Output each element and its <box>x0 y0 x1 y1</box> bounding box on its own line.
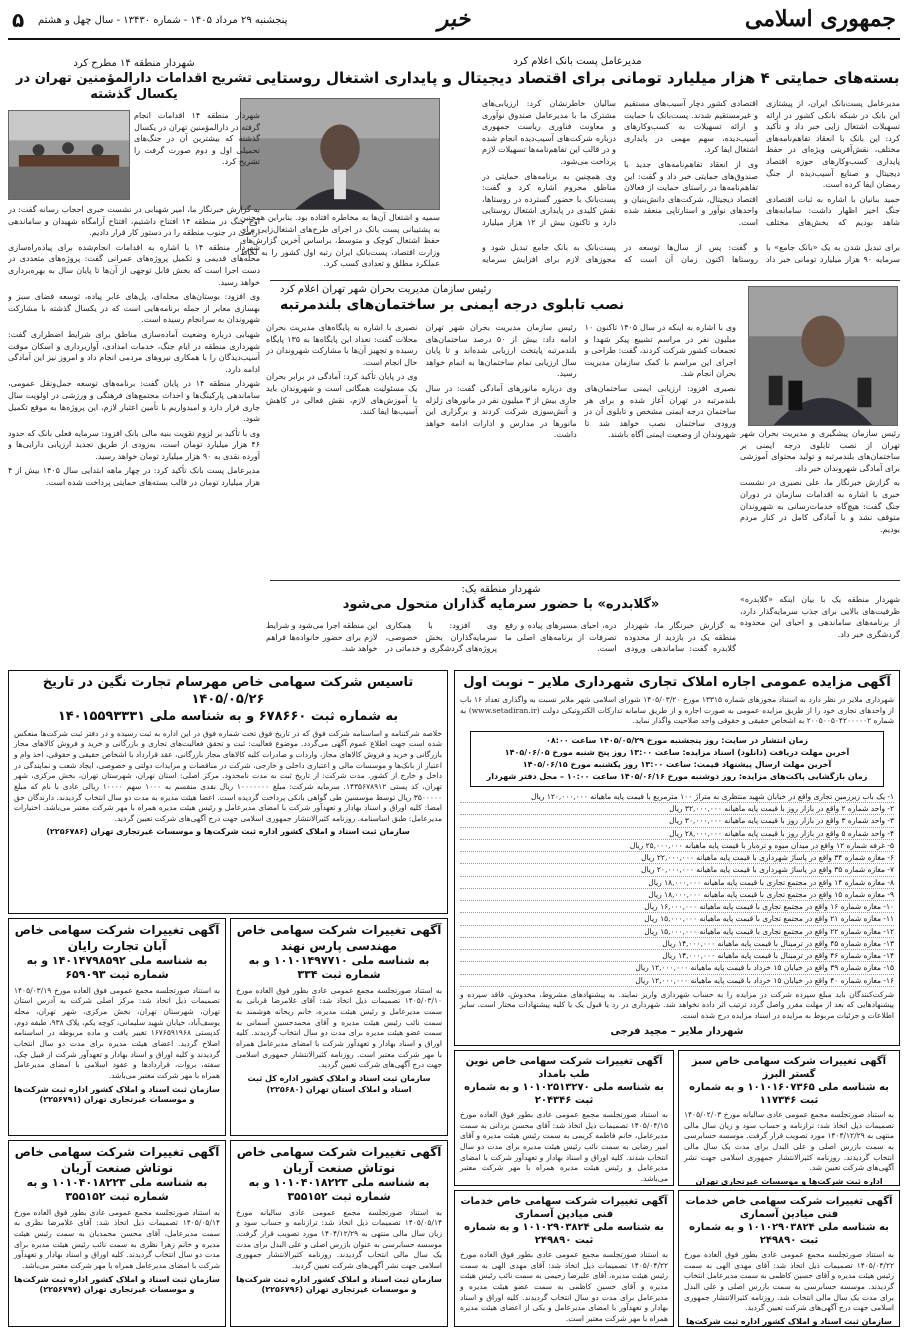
story1-p9: مدیرعامل پست بانک تأکید کرد: در چهار ماهه ابتدایی سال ۱۴۰۵ بیش از ۴ هزار میلیارد تومان در قالب بسته‌های حمایتی پرداخت شده است. <box>8 466 260 488</box>
story1-p8: وی با تأکید بر لزوم تقویت بنیه مالی بانک افزود: سرمایه فعلی بانک که حدود ۴۶ هزار میلیارد تومان است، به‌زودی از طریق تجدید ارزیابی دارایی‌ها و آورده نقدی به ۹۰ هزار میلیارد تومان خواهد رسید. <box>8 428 260 461</box>
list-item: ۱۵- مغازه شماره ۳۹ واقع در خیابان ۱۵ خرداد با قیمت پایه ماهیانه ۱۲,۰۰۰,۰۰۰ ریال <box>460 962 894 974</box>
list-item: ۳- واحد شماره ۳ واقع در بازار روز با قیمت پایه ماهیانه ۳۰,۰۰۰,۰۰۰ ریال <box>460 815 894 827</box>
ad-nootash1 <box>8 1140 226 1327</box>
story2-p5: شهبابی درباره وضعیت آماده‌سازی مناطق برای شرایط اضطراری گفت: شهرداری منطقه در ایام جنگ، خدمات امدادی، آواربرداری و اسکان موقت آسیب‌دیدگان را با همکاری نیروهای مردمی انجام داد و امروز نیز این آمادگی ادامه دارد. <box>8 329 260 374</box>
story2-header <box>8 58 260 108</box>
ad-nootash2-foot: سازمان ثبت اسناد و املاک کشور اداره ثبت شرکت‌ها و موسسات غیرتجاری تهران (۲۲۵۶۷۹۶) <box>236 1274 442 1295</box>
ad-meydan1-sub: به شناسه ملی ۱۰۱۰۲۹۰۳۸۲۴ و به شماره ثبت ۲۴۹۸۹۰ <box>464 1222 664 1246</box>
ad-meydan2-foot: سازمان ثبت اسناد و املاک کشور اداره ثبت شرکت‌ها <box>686 1316 892 1326</box>
story1-body-middle <box>240 212 440 276</box>
newspaper-logo: جمهوری اسلامی <box>744 6 896 32</box>
ad-nootash1-sub: به شناسه ملی ۱۰۱۰۴۰۱۸۲۲۳ و به شماره ثبت ۳۵۵۱۵۲ <box>26 1176 208 1204</box>
ad-nootash2-body: به استناد صورتجلسه مجمع عمومی عادی سالیانه مورخ ۱۴۰۵/۰۵/۱۴ تصمیمات ذیل اتخاذ شد: ترازنامه و حساب سود و زیان سال مالی منتهی به ۱۴۰۴/۱۲/۲۹ مورد تصویب قرار گرفت. موسسه حسابرسی به عنوان بازرس اصلی و علی البدل برای مدت یک سال مالی انتخاب گردیدند. روزنامه کثیرالانتشار جمهوری اسلامی جهت نشر آگهی‌های شرکت تعیین گردید. <box>236 1207 443 1270</box>
ad-nootash2 <box>230 1140 448 1327</box>
ad-malayer-title: آگهی مزایده عمومی اجاره املاک تجاری شهرداری ملایر – نوبت اول <box>463 675 891 690</box>
story2-p3: شهردار منطقه ۱۴ با اشاره به اقدامات انجام‌شده برای پیاده‌راه‌سازی محله‌های قدیمی و تکمیل پروژه‌های عمرانی گفت: پروژه‌های متعددی در دست اجرا است که بخش قابل توجهی از آن‌ها تا پایان سال به بهره‌برداری خواهد رسید. <box>8 242 260 287</box>
story2-kicker: شهردار منطقه ۱۴ مطرح کرد <box>73 58 195 69</box>
story2-body <box>8 204 260 658</box>
list-item: ۸- مغازه شماره ۱۴ واقع در مجتمع تجاری با قیمت پایه ماهیانه ۱۸,۰۰۰,۰۰۰ ریال <box>460 877 894 889</box>
ad-aban-body: به استناد صورتجلسه مجمع عمومی فوق العاده مورخ ۱۴۰۵/۰۳/۱۹ تصمیمات ذیل اتخاذ شد: مرکز اصلی شرکت به آدرس استان تهران، شهرستان تهران، بخش مرکزی، شهر تهران، محله یوسف‌آباد، خیابان شهید سلیمانی، کوچه یکم، پلاک ۹۳۸، طبقه دوم، کدپستی ۱۶۷۶۵۹۱۹۶۸ تغییر یافت و ماده مربوطه در اساسنامه اصلاح گردید. اعضای هیئت مدیره برای مدت دو سال انتخاب گردیدند و کلیه اوراق و اسناد بهادار و تعهدآور شرکت از قبیل چک، سفته، بروات، قراردادها و عقود اسلامی با امضای مدیرعامل همراه با مهر شرکت معتبر می‌باشد. <box>14 985 220 1080</box>
list-item: ۱۶- مغازه شماره ۴۰ واقع در خیابان ۱۵ خرداد با قیمت پایه ماهیانه ۱۲,۰۰۰,۰۰۰ ریال <box>460 975 894 987</box>
story4-headline: «گلابدره» با حضور سرمایه گذاران متحول می‌شود <box>342 597 660 612</box>
page-number: ۵ <box>12 8 25 32</box>
masthead <box>8 6 900 40</box>
story1-p3: وی از انعقاد تفاهم‌نامه‌های جدید با صندوق‌های حمایتی خبر داد و گفت: این تفاهم‌نامه‌ها در راستای حمایت از فعالان اقتصاد دیجیتال، شرکت‌های دانش‌بنیان و واحدهای نوآور و استارتاپی منعقد شده است. <box>624 159 758 227</box>
ad-alborz <box>678 1050 900 1186</box>
ad-novin-sub: به شناسه ملی ۱۰۱۰۲۵۱۳۲۷۰ و به شماره ثبت ۲۰۴۳۴۶ <box>464 1082 664 1106</box>
list-item: ۱۰- مغازه شماره ۱۶ واقع در مجتمع تجاری با قیمت پایه ماهیانه ۱۶,۰۰۰,۰۰۰ ریال <box>460 901 894 913</box>
ad-nootash1-title: آگهی تغییرات شرکت سهامی خاص نوتاش صنعت آریان <box>14 1145 220 1175</box>
story2-p1: شهردار منطقه ۱۴ اقدامات انجام گرفته در دارالمؤمنین تهران در یکسال گذشته که بیشترین آن در جنگ‌های تحمیلی اول و دوم صورت گرفت را تشریح کرد. <box>134 111 260 167</box>
ad-nootash2-title: آگهی تغییرات شرکت سهامی خاص نوتاش صنعت آریان <box>236 1145 442 1175</box>
story4-header <box>266 584 736 618</box>
ad-malayer-items <box>460 791 894 987</box>
story1-body-bottom <box>482 242 900 276</box>
ad-malayer-date4: زمان بازگشایی پاکت‌های مزایده: روز دوشنبه مورخ ۱۴۰۵/۰۶/۱۶ ساعت ۱۰:۰۰ – محل دفتر شهردار <box>486 771 868 781</box>
list-item: ۱- یک باب زیرزمین تجاری واقع در خیابان شهید منتظری به متراژ ۱۰۰ مترمربع با قیمت پایه ماهیانه ۱۲۰,۰۰۰,۰۰۰ ریال <box>460 791 894 803</box>
ad-alborz-sub: به شناسه ملی ۱۰۱۰۱۶۰۷۳۶۵ و به شماره ثبت ۱۱۷۳۴۶ <box>689 1082 889 1106</box>
ad-meydan1 <box>454 1190 674 1327</box>
story3-headline: نصب تابلوی درجه ایمنی بر ساختمان‌های بلندمرتبه <box>280 297 625 313</box>
story3-body <box>266 322 736 576</box>
ad-meydan1-body: به استناد صورتجلسه مجمع عمومی عادی بطور فوق العاده مورخ ۱۴۰۵/۰۴/۲۲ تصمیمات ذیل اتخاذ شد: آقای مهدی الهی به سمت رئیس هیئت مدیره، آقای علیرضا رحیمی به سمت نائب رئیس هیئت مدیره و آقای حسین کاظمی به سمت عضو هیئت مدیره و مدیرعامل برای مدت دو سال انتخاب گردیدند. کلیه اوراق و اسناد بهادار و تعهدآور با امضای مدیرعامل و یکی از اعضای هیئت مدیره همراه با مهر شرکت معتبر است. <box>460 1250 668 1323</box>
ad-aban-sub: به شناسه ملی ۱۴۰۱۴۷۹۸۵۹۲ و به شماره ثبت ۶۵۹۰۹۳ <box>26 954 208 982</box>
ad-mehrsam-title: تاسیس شرکت سهامی خاص مهرسام تجارت نگین در تاریخ ۱۴۰۵/۰۵/۲۶ <box>42 675 414 707</box>
list-item: ۶- مغازه شماره ۳۴ واقع در پاساژ شهرداری با قیمت پایه ماهیانه ۲۲,۰۰۰,۰۰۰ ریال <box>460 852 894 864</box>
ad-parsnahand-sub: به شناسه ملی ۱۰۱۰۱۴۹۷۷۱۰ و به شماره ثبت ۳۳۴ <box>248 954 430 982</box>
story2-photo <box>8 110 130 200</box>
list-item: ۱۲- مغازه شماره ۲۲ واقع در مجتمع تجاری با قیمت پایه ماهیانه ۱۵,۰۰۰,۰۰۰ ریال <box>460 926 894 938</box>
story1-p5: وی همچنین به برنامه‌های حمایتی در مناطق محروم اشاره کرد و گفت: پست‌بانک با حضور گسترده در روستاها، نقش کلیدی در پایداری اشتغال روستایی دارد و تاکنون بیش از ۱۲ هزار میلیارد <box>482 171 616 227</box>
section-title: خبر <box>437 6 471 32</box>
ad-parsnahand-title: آگهی تغییرات شرکت سهامی خاص مهندسی پارس نهند <box>236 923 442 953</box>
ad-mehrsam-body: خلاصه شرکتنامه و اساسنامه شرکت فوق که در تاریخ فوق تحت شماره فوق در این اداره به ثبت رسیده و در دفتر ثبت شرکت‌ها منعکس شده است جهت اطلاع عموم آگهی می‌گردد. موضوع فعالیت: ثبت و تحقق فعالیت‌های تجاری و بازرگانی و خرید و فروش کالاهای مجاز بازرگانی و خرید و فروش کالاهای مجاز، واردات و صادرات کلیه کالاهای مجاز بازرگانی، عقد قرارداد با اشخاص حقیقی و حقوقی، اخذ وام و اعتبار از بانک‌ها و موسسات مالی و اعتباری داخلی و خارجی، شرکت در مناقصات و مزایدات دولتی و خصوصی، ایجاد شعب و نمایندگی در داخل و خارج از کشور. مدت شرکت: از تاریخ ثبت به مدت نامحدود. مرکز اصلی: استان تهران، شهرستان تهران، بخش مرکزی، شهر تهران، کد پستی ۱۴۳۵۶۷۸۹۱۲. سرمایه شرکت: مبلغ ۱۰۰۰۰۰۰۰ ریال نقدی منقسم به ۱۰۰۰ سهم ۱۰۰۰۰ ریالی عادی با نام که مبلغ ۳۵۰۰۰۰۰ ریال توسط موسسین طی گواهی بانکی پرداخت گردیده است. اعضا هیئت مدیره به مدت دو سال انتخاب گردیدند. دارندگان حق امضا: کلیه اوراق و اسناد بهادار و تعهدآور شرکت با امضای مدیرعامل و رئیس هیئت مدیره همراه با مهر شرکت معتبر می‌باشد. اختیارات مدیرعامل: طبق اساسنامه. روزنامه کثیرالانتشار جمهوری اسلامی جهت درج آگهی‌های شرکت تعیین گردید. <box>14 728 442 823</box>
ad-malayer-date1: زمان انتشار در سایت: روز پنجشنبه مورخ ۱۴۰۵/۰۵/۲۹ ساعت ۰۸:۰۰ <box>546 735 808 745</box>
ad-alborz-body: به استناد صورتجلسه مجمع عمومی عادی سالیانه مورخ ۱۴۰۵/۰۲/۰۳ تصمیمات ذیل اتخاذ شد: ترازنامه و حساب سود و زیان سال مالی منتهی به ۱۴۰۴/۱۲/۲۹ مورد تصویب قرار گرفت. موسسه حسابرسی به سمت بازرس اصلی و علی البدل برای مدت یک سال مالی انتخاب گردیدند. روزنامه کثیرالانتشار جمهوری اسلامی جهت نشر آگهی‌های شرکت تعیین شد. <box>684 1110 894 1173</box>
story1-headline: بسته‌های حمایتی ۴ هزار میلیارد تومانی برای اقتصاد دیجیتال و پایداری اشتغال روستایی <box>255 69 900 87</box>
ad-malayer <box>454 670 900 1046</box>
story4-body-right <box>740 594 900 664</box>
list-item: ۹- مغازه شماره ۱۵ واقع در مجتمع تجاری با قیمت پایه ماهیانه ۱۸,۰۰۰,۰۰۰ ریال <box>460 889 894 901</box>
ad-nootash2-sub: به شناسه ملی ۱۰۱۰۴۰۱۸۲۲۳ و به شماره ثبت ۳۵۵۱۵۲ <box>248 1176 430 1204</box>
ad-mehrsam-foot: سازمان ثبت اسناد و املاک کشور اداره ثبت شرکت‌ها و موسسات غیرتجاری تهران (۲۲۵۶۷۸۶) <box>46 827 410 837</box>
story3-p4: نصیری افزود: ارزیابی ایمنی ساختمان‌های بلندمرتبه در تهران آغاز شده و برای هر ساختمان درجه ایمنی مشخص و تابلوی آن در ورودی ساختمان نصب خواهد شد تا شهروندان از وضعیت ایمنی آگاه باشند. <box>584 383 736 440</box>
ad-novin <box>454 1050 674 1186</box>
ad-malayer-signer: شهردار ملایر – مجید فرجی <box>610 1025 744 1037</box>
story3-photo <box>748 286 898 426</box>
story2-headline: تشریح اقدامات دارالمؤمنین تهران در یکسال گذشته <box>16 71 252 103</box>
ad-malayer-notes: شرکت‌کنندگان باید مبلغ سپرده شرکت در مزایده را به حساب شهرداری واریز نمایند. به پیشنهادهای مشروط، مخدوش، فاقد سپرده و پیشنهادهایی که بعد از مهلت مقرر واصل گردد ترتیب اثر داده نخواهد شد. شهرداری در رد یا قبول یک یا کلیه پیشنهادات مختار است. سایر اطلاعات و جزئیات مربوط به مزایده در اسناد مزایده درج شده است. <box>460 989 894 1021</box>
story3-p6: وی درباره مانورهای آمادگی گفت: در سال جاری بیش از ۳ میلیون نفر در مانورهای زلزله و آتش‌سوزی شرکت کردند و برگزاری این مانورها در مدارس و ادارات ادامه خواهد داشت. <box>425 383 577 440</box>
story2-p2: به گزارش خبرنگار ما، امیر شهبابی در نشست خبری احجاب رسانه گفت: در اوج جنگ در منطقه ۱۴ افتتاح داشتیم، افتتاح آرامگاه شهیدان و ساماندهی اراضی در جنوب منطقه را در دستور کار قرار دادیم. <box>8 205 260 238</box>
list-item: ۱۳- مغازه شماره ۴۵ واقع در ترمینال با قیمت پایه ماهیانه ۱۴,۰۰۰,۰۰۰ ریال <box>460 938 894 950</box>
ad-mehrsam-sub: به شماره ثبت ۶۷۸۶۶۰ و به شناسه ملی ۱۴۰۱۵۵۹۳۳۳۱ <box>57 708 399 724</box>
story1-p4: سالیان خاطرنشان کرد: ارزیابی‌های مشترک ما با مدیرعامل صندوق نوآوری و معاونت فناوری ریاست جمهوری درباره شرکت‌های آسیب‌دیده انجام شده و در قالب این تفاهم‌نامه‌ها تسهیلات لازم پرداخت می‌شود. <box>482 99 616 166</box>
ad-nootash1-body: به استناد صورتجلسه مجمع عمومی عادی بطور فوق العاده مورخ ۱۴۰۵/۰۵/۱۴ تصمیمات ذیل اتخاذ شد: آقای غلامرضا نظری به سمت مدیرعامل، آقای محسن محمدیان به سمت رئیس هیئت مدیره و خانم زهرا نظری به سمت نائب رئیس هیئت مدیره برای مدت دو سال انتخاب گردیدند. کلیه اوراق و اسناد بهادار و تعهدآور شرکت با امضای مدیرعامل همراه با مهر شرکت معتبر می‌باشد. <box>14 1207 220 1270</box>
story3-p1: رئیس سازمان پیشگیری و مدیریت بحران شهر تهران از نصب تابلوی درجه ایمنی بر ساختمان‌های بلندمرتبه و تولید محتوای آموزشی برای آمادگی شهروندان خبر داد. <box>740 429 900 473</box>
ad-meydan2-sub: به شناسه ملی ۱۰۱۰۲۹۰۳۸۲۴ و به شماره ثبت ۲۴۹۸۹۰ <box>689 1222 889 1246</box>
story4-body <box>266 620 736 664</box>
story1-kicker: مدیرعامل پست بانک اعلام کرد <box>513 56 642 67</box>
story3-kicker: رئیس سازمان مدیریت بحران شهر تهران اعلام کرد <box>280 284 492 295</box>
ad-meydan2-body: به استناد صورتجلسه مجمع عمومی عادی بطور فوق العاده مورخ ۱۴۰۵/۰۴/۲۲ تصمیمات ذیل اتخاذ شد: آقای مهدی الهی به سمت رئیس هیئت مدیره و آقای حسین کاظمی به سمت مدیرعامل انتخاب گردیدند. موسسه حسابرسی به سمت بازرس اصلی و علی البدل برای مدت یک سال مالی انتخاب شد. روزنامه کثیرالانتشار جمهوری اسلامی جهت درج آگهی‌های شرکت تعیین گردید. <box>684 1250 894 1313</box>
story2-p6: شهردار منطقه ۱۴ در پایان گفت: برنامه‌های توسعه حمل‌ونقل عمومی، ساماندهی پارکینگ‌ها و احداث مجتمع‌های فرهنگی و ورزشی در اولویت سال جاری قرار دارد و امیدواریم با تأمین اعتبار لازم، این پروژه‌ها به موقع تکمیل شود. <box>8 379 260 424</box>
ad-novin-title: آگهی تغییرات شرکت سهامی خاص نوین طب بامداد <box>465 1056 663 1080</box>
ad-malayer-date3: آخرین مهلت ارسال پیشنهاد قیمت: ساعت ۱۳:۰۰ روز یکشنبه مورخ ۱۴۰۵/۰۶/۱۵ <box>522 759 832 769</box>
story4-divider <box>270 580 900 581</box>
story4-p2: به گزارش خبرنگار ما، شهردار منطقه یک در بازدید از محدوده گلابدره گفت: ساماندهی ورودی دره، احیای مسیرهای پیاده و رفع تصرفات از برنامه‌های اصلی ما است. <box>505 621 736 654</box>
story4-kicker: شهردار منطقه یک: <box>461 584 541 595</box>
story3-p5: رئیس سازمان مدیریت بحران شهر تهران ادامه داد: بیش از ۵۰ درصد ساختمان‌های بلندمرتبه پایتخت ارزیابی شده‌اند و تا پایان سال ارزیابی تمام ساختمان‌ها به اتمام خواهد رسید. <box>425 323 577 379</box>
ad-aban <box>8 918 226 1136</box>
ad-malayer-dates <box>470 731 884 787</box>
story1-p6: سمیه و اشتغال آن‌ها به مخاطره افتاده بود. بنابراین همچنین به پشتیبانی پست بانک در اجرای طرح‌های اشتغال‌زایی برای حفظ اشتغال کوچک و متوسط، براساس آخرین گزارش‌های وزارت اقتصاد، پست‌بانک ایران رتبه اول کشور را به لحاظ عملکرد مطلق و تعدادی کسب کرد. <box>240 213 440 269</box>
ad-parsnahand-foot: سازمان ثبت اسناد و املاک کشور اداره کل ثبت اسناد و املاک استان تهران (۲۲۵۶۸۰) <box>247 1073 431 1094</box>
story3-caption <box>740 428 900 538</box>
ad-parsnahand <box>230 918 448 1136</box>
story1-p7: برای تبدیل شدن به یک «بانک جامع» با سرمایه ۹۰ هزار میلیارد تومانی خبر داد و گفت: پس از سال‌ها توسعه در روستاها اکنون زمان آن است که پست‌بانک به بانک جامع تبدیل شود و مجوزهای لازم برای افزایش سرمایه <box>482 243 900 264</box>
section-divider <box>270 280 900 281</box>
list-item: ۷- مغازه شماره ۳۵ واقع در پاساژ شهرداری با قیمت پایه ماهیانه ۲۰,۰۰۰,۰۰۰ ریال <box>460 864 894 876</box>
ad-alborz-foot: اداره ثبت شرکت‌ها و موسسات غیرتجاری تهران <box>695 1176 883 1186</box>
story1-body-right <box>482 98 900 238</box>
list-item: ۴- واحد شماره ۵ واقع در بازار روز با قیمت پایه ماهیانه ۲۸,۰۰۰,۰۰۰ ریال <box>460 828 894 840</box>
ad-malayer-intro: شهرداری ملایر در نظر دارد به استناد مجوزهای شماره ۱۳۳۱۵ مورخ ۱۴۰۵/۰۳/۲۰ شورای اسلامی شهر ملایر نسبت به واگذاری تعداد ۱۶ باب از واحدهای تجاری خود را از طریق مزایده عمومی به صورت اجاره و از طریق سامانه تدارکات الکترونیکی دولت (www.setadiran.ir) به شماره ۲۰۰۵۰۰۵۰۴۲۰۰۰۰۰۲ به اشخاص حقیقی و حقوقی واجد صلاحیت واگذار نماید. <box>460 694 895 726</box>
ad-mehrsam <box>8 670 448 914</box>
issue-info: پنجشنبه ۲۹ مرداد ۱۴۰۵ - شماره ۱۳۴۳۰ - سال چهل و هشتم <box>38 15 288 26</box>
ad-nootash1-foot: سازمان ثبت اسناد و املاک کشور اداره ثبت شرکت‌ها و موسسات غیرتجاری تهران (۲۲۵۶۷۹۷) <box>14 1274 220 1295</box>
ad-parsnahand-body: به استناد صورتجلسه مجمع عمومی عادی بطور فوق العاده مورخ ۱۴۰۵/۰۳/۱۰ تصمیمات ذیل اتخاذ شد: آقای غلامرضا قربانی به سمت مدیرعامل و رئیس هیئت مدیره، خانم ریحانه هوشمند به سمت نائب رئیس هیئت مدیره و آقای محمدحسین آسمانی به سمت عضو هیئت مدیره برای مدت دو سال انتخاب گردیدند. کلیه اوراق و اسناد بهادار و تعهدآور شرکت با امضای مدیرعامل همراه با مهر شرکت معتبر است. روزنامه کثیرالانتشار جمهوری اسلامی جهت درج آگهی‌های شرکت تعیین گردید. <box>236 985 442 1070</box>
ad-alborz-title: آگهی تغییرات شرکت سهامی خاص سبز گستر البرز <box>691 1056 887 1080</box>
ad-aban-foot: سازمان ثبت اسناد و املاک کشور اداره ثبت شرکت‌ها و موسسات غیرتجاری تهران (۲۲۵۶۷۹۱) <box>14 1084 220 1105</box>
story1-photo <box>240 98 440 210</box>
list-item: ۵- غرفه شماره ۱۲ واقع در میدان میوه و تره‌بار با قیمت پایه ماهیانه ۲۵,۰۰۰,۰۰۰ ریال <box>460 840 894 852</box>
story3-p3: وی با اشاره به اینکه در سال ۱۴۰۵ تاکنون ۱۰ میلیون نفر در مراسم تشییع پیکر شهدا و تجمعات کشور شرکت کردند، گفت: طراحی و اجرای این مراسم با کمک سازمان مدیریت بحران انجام شد. <box>584 323 736 379</box>
story3-p2: به گزارش خبرنگار ما، علی نصیری در نشست خبری با اشاره به اقدامات سازمان در دوران جنگ گفت: هیچ‌گاه خدمات‌رسانی به شهروندان متوقف نشد و با آمادگی کامل در کنار مردم بودیم. <box>740 478 900 534</box>
list-item: ۲- واحد شماره ۲ واقع در بازار روز با قیمت پایه ماهیانه ۳۲,۰۰۰,۰۰۰ ریال <box>460 803 894 815</box>
ad-meydan2 <box>678 1190 900 1327</box>
ad-meydan1-title: آگهی تغییرات شرکت سهامی خاص خدمات فنی میادین آسماری <box>460 1196 668 1220</box>
story1-p2: حمید بنانیان با اشاره به ثبات اقتصادی جنگ اخیر اظهار داشت: سامانه‌های شاهد بودیم که بخش‌های مختلف اقتصادی کشور دچار آسیب‌های مستقیم و غیرمستقیم شدند. پست‌بانک با حمایت و ارائه تسهیلات به کسب‌وکارهای آسیب‌دیده، سهم مهمی در پایداری اشتغال ایفا کرد. <box>624 99 900 227</box>
ad-novin-body: به استناد صورتجلسه مجمع عمومی عادی بطور فوق العاده مورخ ۱۴۰۵/۰۴/۱۵ تصمیمات ذیل اتخاذ شد: آقای محسن یزدانی به سمت مدیرعامل، خانم فاطمه کریمی به سمت رئیس هیئت مدیره و آقای امیر رضایی به سمت نائب رئیس هیئت مدیره برای مدت دو سال انتخاب شدند. کلیه اوراق و اسناد بهادار و تعهدآور شرکت با امضای مدیرعامل و رئیس هیئت مدیره همراه با مهر شرکت معتبر می‌باشد. <box>460 1110 668 1183</box>
ad-aban-title: آگهی تغییرات شرکت سهامی خاص آبان تجارت رایان <box>14 923 220 953</box>
story1-header <box>255 56 900 96</box>
story2-p4: وی افزود: بوستان‌های محله‌ای، پل‌های عابر پیاده، توسعه فضای سبز و بهسازی معابر از جمله برنامه‌هایی است که در یکسال گذشته با مشارکت شهروندان به سرانجام رسیده است. <box>8 292 260 325</box>
story3-p7: نصیری با اشاره به پایگاه‌های مدیریت بحران محلات گفت: تعداد این پایگاه‌ها به ۱۳۵ پایگاه رسیده و تجهیز آن‌ها با مشارکت شهروندان در حال انجام است. <box>266 323 418 367</box>
story1-p1: مدیرعامل پست‌بانک ایران، از پیشتازی این بانک در شبکه بانکی کشور در ارائه تسهیلات اشتغال زایی خبر داد و تأکید کرد: این بانک با انعقاد تفاهم‌نامه‌های مختلف، نقش‌آفرینی ویژه‌ای در حفظ پایداری کسب‌وکارهای حوزه اقتصاد دیجیتال و صنایع آسیب‌دیده از جنگ رمضان ایفا کرده است. <box>766 99 900 190</box>
ad-malayer-date2: آخرین مهلت دریافت (دانلود) اسناد مزایده: ساعت ۱۳:۰۰ روز پنج شنبه مورخ ۱۴۰۵/۰۶/۰۵ <box>504 747 850 757</box>
ad-meydan2-title: آگهی تغییرات شرکت سهامی خاص خدمات فنی میادین آسماری <box>685 1196 893 1220</box>
list-item: ۱۱- مغازه شماره ۲۱ واقع در مجتمع تجاری با قیمت پایه ماهیانه ۱۵,۰۰۰,۰۰۰ ریال <box>460 913 894 925</box>
story4-p1: شهردار منطقه یک با بیان اینکه «گلابدره» ظرفیت‌های بالایی برای جذب سرمایه‌گذار دارد، از برنامه‌های ساماندهی و احیای این محدوده گردشگری خبر داد. <box>740 595 900 639</box>
list-item: ۱۴- مغازه شماره ۴۶ واقع در ترمینال با قیمت پایه ماهیانه ۱۴,۰۰۰,۰۰۰ ریال <box>460 950 894 962</box>
story3-p8: وی در پایان تأکید کرد: آمادگی در برابر بحران یک مسئولیت همگانی است و شهروندان باید با آموزش‌های لازم، نقش فعالی در کاهش آسیب‌ها ایفا کنند. <box>266 372 418 417</box>
story2-body-top <box>134 110 260 202</box>
story4-p3: وی افزود: با همکاری سرمایه‌گذاران بخش خصوصی، پروژه‌های گردشگری و خدماتی در این منطقه اجرا می‌شود و شرایط لازم برای حضور خانواده‌ها فراهم خواهد شد. <box>266 621 497 654</box>
